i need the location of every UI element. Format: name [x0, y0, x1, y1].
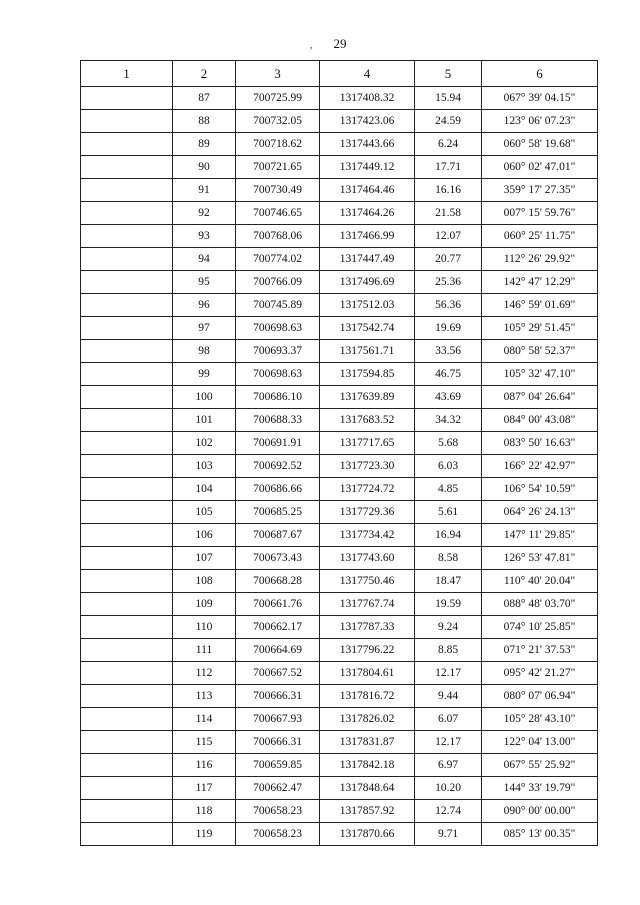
region-cell [81, 248, 173, 271]
region-cell [81, 202, 173, 225]
y-coordinate-cell: 1317729.36 [320, 501, 415, 524]
region-cell [81, 616, 173, 639]
table-row [81, 432, 598, 455]
region-cell [81, 294, 173, 317]
distance-cell: 10.20 [415, 777, 482, 800]
table-row [81, 731, 598, 754]
point-number-cell: 91 [173, 179, 236, 202]
y-coordinate-cell: 1317831.87 [320, 731, 415, 754]
region-cell [81, 340, 173, 363]
bearing-cell: 067° 39' 04.15" [482, 87, 598, 110]
bearing-cell: 060° 25' 11.75" [482, 225, 598, 248]
bearing-cell: 105° 29' 51.45" [482, 317, 598, 340]
x-coordinate-cell: 700721.65 [236, 156, 320, 179]
point-number-cell: 104 [173, 478, 236, 501]
region-cell [81, 225, 173, 248]
bearing-cell: 007° 15' 59.76" [482, 202, 598, 225]
bearing-cell: 359° 17' 27.35" [482, 179, 598, 202]
column-header-3: 3 [236, 61, 320, 87]
point-number-cell: 113 [173, 685, 236, 708]
x-coordinate-cell: 700685.25 [236, 501, 320, 524]
column-header-2: 2 [173, 61, 236, 87]
distance-cell: 12.74 [415, 800, 482, 823]
x-coordinate-cell: 700666.31 [236, 731, 320, 754]
y-coordinate-cell: 1317870.66 [320, 823, 415, 846]
x-coordinate-cell: 700698.63 [236, 363, 320, 386]
bearing-cell: 146° 59' 01.69" [482, 294, 598, 317]
point-number-cell: 116 [173, 754, 236, 777]
region-cell [81, 800, 173, 823]
distance-cell: 18.47 [415, 570, 482, 593]
y-coordinate-cell: 1317816.72 [320, 685, 415, 708]
point-number-cell: 109 [173, 593, 236, 616]
region-cell [81, 478, 173, 501]
distance-cell: 17.71 [415, 156, 482, 179]
point-number-cell: 103 [173, 455, 236, 478]
y-coordinate-cell: 1317750.46 [320, 570, 415, 593]
region-cell [81, 501, 173, 524]
table-row [81, 202, 598, 225]
table-row [81, 317, 598, 340]
table-row [81, 685, 598, 708]
table-row [81, 455, 598, 478]
x-coordinate-cell: 700662.17 [236, 616, 320, 639]
distance-cell: 12.17 [415, 662, 482, 685]
table-row [81, 386, 598, 409]
bearing-cell: 084° 00' 43.08" [482, 409, 598, 432]
bearing-cell: 106° 54' 10.59" [482, 478, 598, 501]
table-row [81, 823, 598, 846]
table-header-row [81, 61, 598, 87]
y-coordinate-cell: 1317639.89 [320, 386, 415, 409]
table-row [81, 363, 598, 386]
distance-cell: 9.71 [415, 823, 482, 846]
x-coordinate-cell: 700686.66 [236, 478, 320, 501]
y-coordinate-cell: 1317496.69 [320, 271, 415, 294]
point-number-cell: 100 [173, 386, 236, 409]
distance-cell: 9.44 [415, 685, 482, 708]
y-coordinate-cell: 1317512.03 [320, 294, 415, 317]
page-mark: , [310, 40, 313, 50]
distance-cell: 15.94 [415, 87, 482, 110]
x-coordinate-cell: 700693.37 [236, 340, 320, 363]
bearing-cell: 064° 26' 24.13" [482, 501, 598, 524]
region-cell [81, 754, 173, 777]
bearing-cell: 105° 32' 47.10" [482, 363, 598, 386]
table-row [81, 524, 598, 547]
y-coordinate-cell: 1317464.26 [320, 202, 415, 225]
region-cell [81, 455, 173, 478]
point-number-cell: 97 [173, 317, 236, 340]
table-row [81, 570, 598, 593]
region-cell [81, 708, 173, 731]
x-coordinate-cell: 700664.69 [236, 639, 320, 662]
table-row [81, 616, 598, 639]
point-number-cell: 88 [173, 110, 236, 133]
point-number-cell: 99 [173, 363, 236, 386]
point-number-cell: 96 [173, 294, 236, 317]
table-row [81, 87, 598, 110]
point-number-cell: 92 [173, 202, 236, 225]
region-cell [81, 662, 173, 685]
region-cell [81, 547, 173, 570]
y-coordinate-cell: 1317423.06 [320, 110, 415, 133]
bearing-cell: 074° 10' 25.85" [482, 616, 598, 639]
point-number-cell: 87 [173, 87, 236, 110]
x-coordinate-cell: 700658.23 [236, 800, 320, 823]
point-number-cell: 111 [173, 639, 236, 662]
distance-cell: 19.59 [415, 593, 482, 616]
region-cell [81, 179, 173, 202]
bearing-cell: 105° 28' 43.10" [482, 708, 598, 731]
y-coordinate-cell: 1317767.74 [320, 593, 415, 616]
distance-cell: 43.69 [415, 386, 482, 409]
y-coordinate-cell: 1317857.92 [320, 800, 415, 823]
column-header-4: 4 [320, 61, 415, 87]
region-cell [81, 317, 173, 340]
column-header-1: 1 [81, 61, 173, 87]
point-number-cell: 117 [173, 777, 236, 800]
x-coordinate-cell: 700730.49 [236, 179, 320, 202]
table-row [81, 547, 598, 570]
point-number-cell: 95 [173, 271, 236, 294]
point-number-cell: 94 [173, 248, 236, 271]
bearing-cell: 147° 11' 29.85" [482, 524, 598, 547]
x-coordinate-cell: 700692.52 [236, 455, 320, 478]
bearing-cell: 122° 04' 13.00" [482, 731, 598, 754]
table-row [81, 179, 598, 202]
region-cell [81, 777, 173, 800]
region-cell [81, 87, 173, 110]
distance-cell: 12.07 [415, 225, 482, 248]
x-coordinate-cell: 700666.31 [236, 685, 320, 708]
region-cell [81, 593, 173, 616]
bearing-cell: 110° 40' 20.04" [482, 570, 598, 593]
y-coordinate-cell: 1317804.61 [320, 662, 415, 685]
table-row [81, 754, 598, 777]
distance-cell: 24.59 [415, 110, 482, 133]
y-coordinate-cell: 1317683.52 [320, 409, 415, 432]
y-coordinate-cell: 1317464.46 [320, 179, 415, 202]
x-coordinate-cell: 700732.05 [236, 110, 320, 133]
x-coordinate-cell: 700766.09 [236, 271, 320, 294]
region-cell [81, 271, 173, 294]
bearing-cell: 060° 58' 19.68" [482, 133, 598, 156]
region-cell [81, 524, 173, 547]
table-row [81, 340, 598, 363]
x-coordinate-cell: 700668.28 [236, 570, 320, 593]
point-number-cell: 119 [173, 823, 236, 846]
distance-cell: 8.85 [415, 639, 482, 662]
page-number: 29 [333, 36, 347, 51]
y-coordinate-cell: 1317848.64 [320, 777, 415, 800]
y-coordinate-cell: 1317743.60 [320, 547, 415, 570]
point-number-cell: 90 [173, 156, 236, 179]
distance-cell: 19.69 [415, 317, 482, 340]
table-row [81, 593, 598, 616]
table-row [81, 133, 598, 156]
table-row [81, 248, 598, 271]
bearing-cell: 060° 02' 47.01" [482, 156, 598, 179]
distance-cell: 16.94 [415, 524, 482, 547]
distance-cell: 4.85 [415, 478, 482, 501]
x-coordinate-cell: 700661.76 [236, 593, 320, 616]
distance-cell: 5.68 [415, 432, 482, 455]
distance-cell: 6.97 [415, 754, 482, 777]
point-number-cell: 114 [173, 708, 236, 731]
point-number-cell: 106 [173, 524, 236, 547]
bearing-cell: 123° 06' 07.23" [482, 110, 598, 133]
region-cell [81, 432, 173, 455]
point-number-cell: 98 [173, 340, 236, 363]
distance-cell: 16.16 [415, 179, 482, 202]
distance-cell: 21.58 [415, 202, 482, 225]
bearing-cell: 088° 48' 03.70" [482, 593, 598, 616]
distance-cell: 33.56 [415, 340, 482, 363]
point-number-cell: 118 [173, 800, 236, 823]
y-coordinate-cell: 1317842.18 [320, 754, 415, 777]
column-header-5: 5 [415, 61, 482, 87]
region-cell [81, 731, 173, 754]
bearing-cell: 085° 13' 00.35" [482, 823, 598, 846]
bearing-cell: 080° 58' 52.37" [482, 340, 598, 363]
y-coordinate-cell: 1317443.66 [320, 133, 415, 156]
table-row [81, 478, 598, 501]
point-number-cell: 93 [173, 225, 236, 248]
bearing-cell: 067° 55' 25.92" [482, 754, 598, 777]
bearing-cell: 095° 42' 21.27" [482, 662, 598, 685]
point-number-cell: 89 [173, 133, 236, 156]
x-coordinate-cell: 700691.91 [236, 432, 320, 455]
region-cell [81, 156, 173, 179]
table-row [81, 110, 598, 133]
region-cell [81, 133, 173, 156]
y-coordinate-cell: 1317561.71 [320, 340, 415, 363]
table-body [81, 87, 598, 846]
table-row [81, 800, 598, 823]
table-row [81, 708, 598, 731]
region-cell [81, 409, 173, 432]
bearing-cell: 087° 04' 26.64" [482, 386, 598, 409]
distance-cell: 56.36 [415, 294, 482, 317]
x-coordinate-cell: 700745.89 [236, 294, 320, 317]
point-number-cell: 107 [173, 547, 236, 570]
x-coordinate-cell: 700686.10 [236, 386, 320, 409]
y-coordinate-cell: 1317466.99 [320, 225, 415, 248]
region-cell [81, 110, 173, 133]
distance-cell: 5.61 [415, 501, 482, 524]
point-number-cell: 102 [173, 432, 236, 455]
point-number-cell: 105 [173, 501, 236, 524]
region-cell [81, 639, 173, 662]
region-cell [81, 823, 173, 846]
table-row [81, 662, 598, 685]
y-coordinate-cell: 1317826.02 [320, 708, 415, 731]
distance-cell: 20.77 [415, 248, 482, 271]
x-coordinate-cell: 700667.52 [236, 662, 320, 685]
distance-cell: 34.32 [415, 409, 482, 432]
point-number-cell: 110 [173, 616, 236, 639]
table-row [81, 156, 598, 179]
bearing-cell: 144° 33' 19.79" [482, 777, 598, 800]
table-row [81, 639, 598, 662]
column-header-6: 6 [482, 61, 598, 87]
x-coordinate-cell: 700718.62 [236, 133, 320, 156]
bearing-cell: 080° 07' 06.94" [482, 685, 598, 708]
bearing-cell: 083° 50' 16.63" [482, 432, 598, 455]
bearing-cell: 142° 47' 12.29" [482, 271, 598, 294]
y-coordinate-cell: 1317594.85 [320, 363, 415, 386]
bearing-cell: 090° 00' 00.00" [482, 800, 598, 823]
y-coordinate-cell: 1317542.74 [320, 317, 415, 340]
bearing-cell: 126° 53' 47.81" [482, 547, 598, 570]
distance-cell: 9.24 [415, 616, 482, 639]
y-coordinate-cell: 1317734.42 [320, 524, 415, 547]
y-coordinate-cell: 1317787.33 [320, 616, 415, 639]
x-coordinate-cell: 700658.23 [236, 823, 320, 846]
table-row [81, 777, 598, 800]
x-coordinate-cell: 700659.85 [236, 754, 320, 777]
distance-cell: 46.75 [415, 363, 482, 386]
distance-cell: 6.24 [415, 133, 482, 156]
bearing-cell: 112° 26' 29.92" [482, 248, 598, 271]
y-coordinate-cell: 1317449.12 [320, 156, 415, 179]
distance-cell: 12.17 [415, 731, 482, 754]
distance-cell: 8.58 [415, 547, 482, 570]
bearing-cell: 166° 22' 42.97" [482, 455, 598, 478]
point-number-cell: 115 [173, 731, 236, 754]
table-row [81, 225, 598, 248]
table-row [81, 501, 598, 524]
region-cell [81, 363, 173, 386]
x-coordinate-cell: 700698.63 [236, 317, 320, 340]
point-number-cell: 101 [173, 409, 236, 432]
point-number-cell: 112 [173, 662, 236, 685]
y-coordinate-cell: 1317724.72 [320, 478, 415, 501]
x-coordinate-cell: 700746.65 [236, 202, 320, 225]
table-row [81, 271, 598, 294]
x-coordinate-cell: 700725.99 [236, 87, 320, 110]
coordinates-table [80, 60, 598, 846]
region-cell [81, 570, 173, 593]
bearing-cell: 071° 21' 37.53" [482, 639, 598, 662]
x-coordinate-cell: 700673.43 [236, 547, 320, 570]
x-coordinate-cell: 700687.67 [236, 524, 320, 547]
region-cell [81, 685, 173, 708]
distance-cell: 6.03 [415, 455, 482, 478]
y-coordinate-cell: 1317723.30 [320, 455, 415, 478]
y-coordinate-cell: 1317717.65 [320, 432, 415, 455]
y-coordinate-cell: 1317796.22 [320, 639, 415, 662]
x-coordinate-cell: 700768.06 [236, 225, 320, 248]
y-coordinate-cell: 1317408.32 [320, 87, 415, 110]
table-row [81, 409, 598, 432]
x-coordinate-cell: 700774.02 [236, 248, 320, 271]
distance-cell: 25.36 [415, 271, 482, 294]
region-cell [81, 386, 173, 409]
x-coordinate-cell: 700667.93 [236, 708, 320, 731]
distance-cell: 6.07 [415, 708, 482, 731]
table-row [81, 294, 598, 317]
y-coordinate-cell: 1317447.49 [320, 248, 415, 271]
x-coordinate-cell: 700662.47 [236, 777, 320, 800]
point-number-cell: 108 [173, 570, 236, 593]
x-coordinate-cell: 700688.33 [236, 409, 320, 432]
